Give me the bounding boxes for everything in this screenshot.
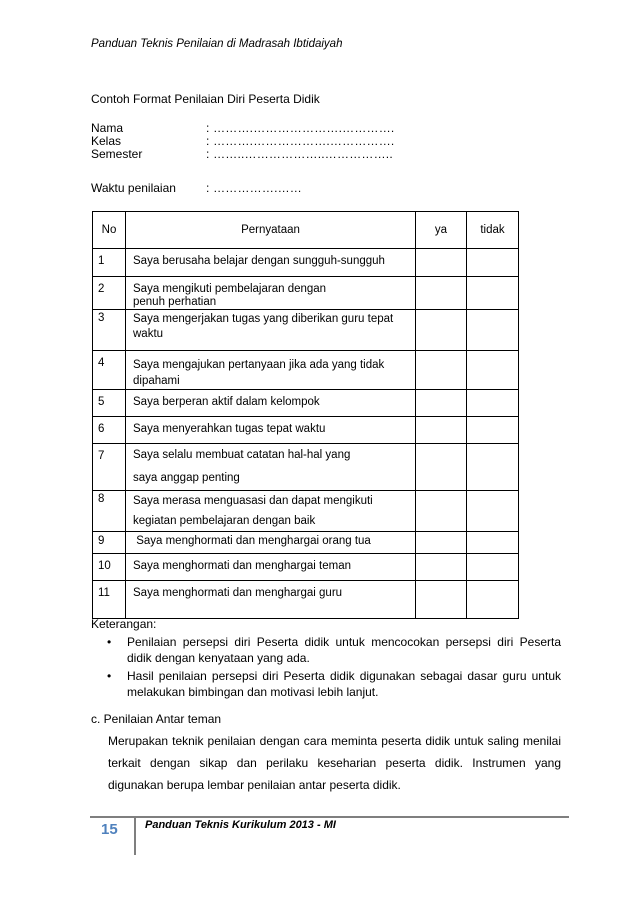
row-statement: Saya merasa menguasasi dan dapat mengikuti kegiatan pembelajaran dengan baik <box>126 491 416 532</box>
cell-tidak[interactable] <box>467 249 519 277</box>
table-row <box>93 532 519 554</box>
keterangan-list <box>91 634 561 700</box>
row-number: 1 <box>93 249 126 277</box>
row-statement: Saya mengajukan pertanyaan jika ada yang tidak dipahami <box>126 351 416 390</box>
field-label: Waktu penilaian <box>91 181 176 195</box>
format-title: Contoh Format Penilaian Diri Peserta Didik <box>91 92 320 106</box>
table-row <box>93 554 519 581</box>
table-row <box>93 417 519 444</box>
cell-tidak[interactable] <box>467 390 519 417</box>
cell-ya[interactable] <box>416 417 467 444</box>
keterangan-title: Keterangan: <box>91 617 157 631</box>
cell-tidak[interactable] <box>467 554 519 581</box>
list-item <box>91 668 561 700</box>
header-tidak: tidak <box>467 212 519 249</box>
cell-tidak[interactable] <box>467 417 519 444</box>
identity-fields <box>91 122 531 195</box>
field-value: : ……..………………..…………….. <box>206 147 393 161</box>
self-assessment-table <box>92 211 519 619</box>
section-c-paragraph: Merupakan teknik penilaian dengan cara meminta peserta didik untuk saling menilai terkait dengan sikap dan perilaku keseharian peserta didik. Instrumen yang digunakan berupa lembar penilaian antar peserta didik. <box>108 734 561 792</box>
row-statement: Saya selalu membuat catatan hal-hal yang saya anggap penting <box>126 444 416 491</box>
header-no: No <box>93 212 126 249</box>
header-pernyataan: Pernyataan <box>126 212 416 249</box>
section-c-title: c. Penilaian Antar teman <box>91 712 222 726</box>
row-number: 2 <box>93 277 126 310</box>
field-value: : ……….………………….…………. <box>206 121 395 135</box>
keterangan-section <box>91 617 561 702</box>
page-number: 15 <box>101 821 118 838</box>
cell-tidak[interactable] <box>467 532 519 554</box>
list-item-text: Hasil penilaian persepsi diri Peserta didik digunakan sebagai dasar guru untuk melakukan bimbingan dan motivasi lebih lanjut. <box>127 669 561 699</box>
row-number: 3 <box>93 310 126 351</box>
table-row <box>93 351 519 390</box>
cell-tidak[interactable] <box>467 277 519 310</box>
field-label: Kelas <box>91 134 122 148</box>
row-statement: Saya menghormati dan menghargai teman <box>126 554 416 581</box>
table-header-row <box>93 212 519 249</box>
field-value: : …………….…… <box>206 181 303 195</box>
row-statement: Saya berusaha belajar dengan sungguh-sungguh <box>126 249 416 277</box>
bullet-icon: • <box>107 635 112 649</box>
footer-title: Panduan Teknis Kurikulum 2013 - MI <box>145 819 336 831</box>
row-statement: Saya menyerahkan tugas tepat waktu <box>126 417 416 444</box>
cell-tidak[interactable] <box>467 310 519 351</box>
table-row <box>93 310 519 351</box>
row-number: 6 <box>93 417 126 444</box>
table-row <box>93 277 519 310</box>
field-semester <box>91 148 531 161</box>
cell-tidak[interactable] <box>467 581 519 619</box>
cell-ya[interactable] <box>416 581 467 619</box>
bullet-icon: • <box>107 669 112 683</box>
cell-ya[interactable] <box>416 277 467 310</box>
row-number: 7 <box>93 444 126 491</box>
cell-ya[interactable] <box>416 491 467 532</box>
footer-vertical-divider <box>134 817 136 855</box>
table-row <box>93 491 519 532</box>
table-row <box>93 444 519 491</box>
field-value: : ……….……………….……………. <box>206 134 395 148</box>
row-number: 11 <box>93 581 126 619</box>
list-item-text: Penilaian persepsi diri Peserta didik untuk mencocokan persepsi diri Peserta didik dengan kenyataan yang ada. <box>127 635 561 665</box>
row-statement: Saya berperan aktif dalam kelompok <box>126 390 416 417</box>
header-ya: ya <box>416 212 467 249</box>
cell-ya[interactable] <box>416 390 467 417</box>
list-item <box>91 634 561 666</box>
table-row <box>93 581 519 619</box>
row-number: 8 <box>93 491 126 532</box>
table-row <box>93 249 519 277</box>
cell-ya[interactable] <box>416 554 467 581</box>
cell-tidak[interactable] <box>467 351 519 390</box>
row-statement: Saya mengikuti pembelajaran dengan penuh perhatian <box>126 277 416 310</box>
row-statement: Saya menghormati dan menghargai guru <box>126 581 416 619</box>
row-statement: Saya mengerjakan tugas yang diberikan guru tepat waktu <box>126 310 416 351</box>
row-statement: Saya menghormati dan menghargai orang tua <box>126 532 416 554</box>
field-label: Nama <box>91 121 124 135</box>
table-row <box>93 390 519 417</box>
cell-tidak[interactable] <box>467 491 519 532</box>
row-number: 9 <box>93 532 126 554</box>
row-number: 4 <box>93 351 126 390</box>
cell-tidak[interactable] <box>467 444 519 491</box>
field-label: Semester <box>91 147 143 161</box>
row-number: 10 <box>93 554 126 581</box>
page-header-title: Panduan Teknis Penilaian di Madrasah Ibtidaiyah <box>91 38 343 50</box>
cell-ya[interactable] <box>416 310 467 351</box>
footer-divider <box>90 816 569 818</box>
cell-ya[interactable] <box>416 532 467 554</box>
cell-ya[interactable] <box>416 351 467 390</box>
field-waktu-penilaian <box>91 182 531 195</box>
row-number: 5 <box>93 390 126 417</box>
cell-ya[interactable] <box>416 444 467 491</box>
cell-ya[interactable] <box>416 249 467 277</box>
